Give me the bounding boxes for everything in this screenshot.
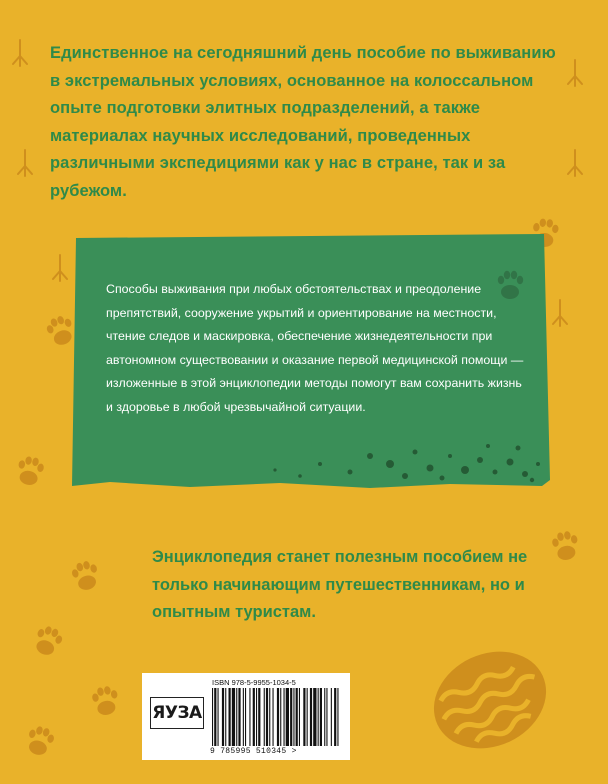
barcode-bar [212,688,213,746]
barcode-bar [266,688,268,746]
barcode-digits: 9 785995 510345 > [210,747,297,756]
barcode-area [142,673,350,760]
barcode-bar [280,688,281,746]
barcode-bar [258,688,260,746]
barcode-bar [284,688,285,746]
closing-paragraph: Энциклопедия станет полезным пособием не только начинающим путешественникам, но и опытным туристам. [152,548,528,621]
barcode-bar [318,688,319,746]
barcode-bar [324,688,325,746]
barcode-bar [286,688,289,746]
boot-print-icon [418,634,562,766]
barcode-bar [334,688,336,746]
barcode-bar [245,688,246,746]
barcode-bar [293,688,294,746]
barcode-bar [218,688,219,746]
barcode-bar [331,688,332,746]
isbn-label: ISBN 978-5-9955-1034-5 [212,678,296,687]
barcode-bar [225,688,226,746]
barcode-bar [229,688,231,746]
paw-print-icon [15,455,45,487]
barcode-bar [320,688,322,746]
barcode [210,688,342,748]
barcode-bar [232,688,235,746]
barcode-bar [236,688,237,746]
paw-print-icon [31,623,65,658]
publisher-logo: ЯУЗА [150,697,204,729]
barcode-bar [222,688,224,746]
intro-paragraph: Единственное на сегодняшний день пособие по выживанию в экстремальных условиях, основанное на колоссальном опыте подготовки элитных подразделений, а также материалах научных исследований, проведенных различными экспедициями как у нас в стране, так и за рубежом. [50,44,556,200]
barcode-bar [269,688,270,746]
barcode-bar [243,688,244,746]
paw-print-icon [70,559,102,593]
barcode-bar [238,688,240,746]
barcode-bar [307,688,308,746]
barcode-bar [256,688,257,746]
barcode-bar [273,688,274,746]
barcode-bar [249,688,250,746]
barcode-bar [290,688,292,746]
barcode-bar [253,688,255,746]
paw-print-icon [91,685,121,717]
paw-print-icon [24,724,56,758]
barcode-bar [303,688,305,746]
barcode-bar [337,688,338,746]
barcode-bar [313,688,316,746]
barcode-bar [264,688,265,746]
barcode-bar [326,688,327,746]
paw-print-icon [551,530,581,562]
barcode-bar [299,688,300,746]
barcode-bar [296,688,298,746]
barcode-bar [277,688,279,746]
barcode-bar [214,688,216,746]
barcode-bar [310,688,312,746]
panel-paragraph: Способы выживания при любых обстоятельствах и преодоление препятствий, сооружение укрытий и ориентирование на местности, чтение следов и маскировка, обеспечение жизнедеятельности при автономном существовании и оказание первой медицинской помощи — изложенные в этой энциклопедии методы помогут вам сохранить жизнь и здоровье в любой чрезвычайной ситуации. [106,282,524,414]
